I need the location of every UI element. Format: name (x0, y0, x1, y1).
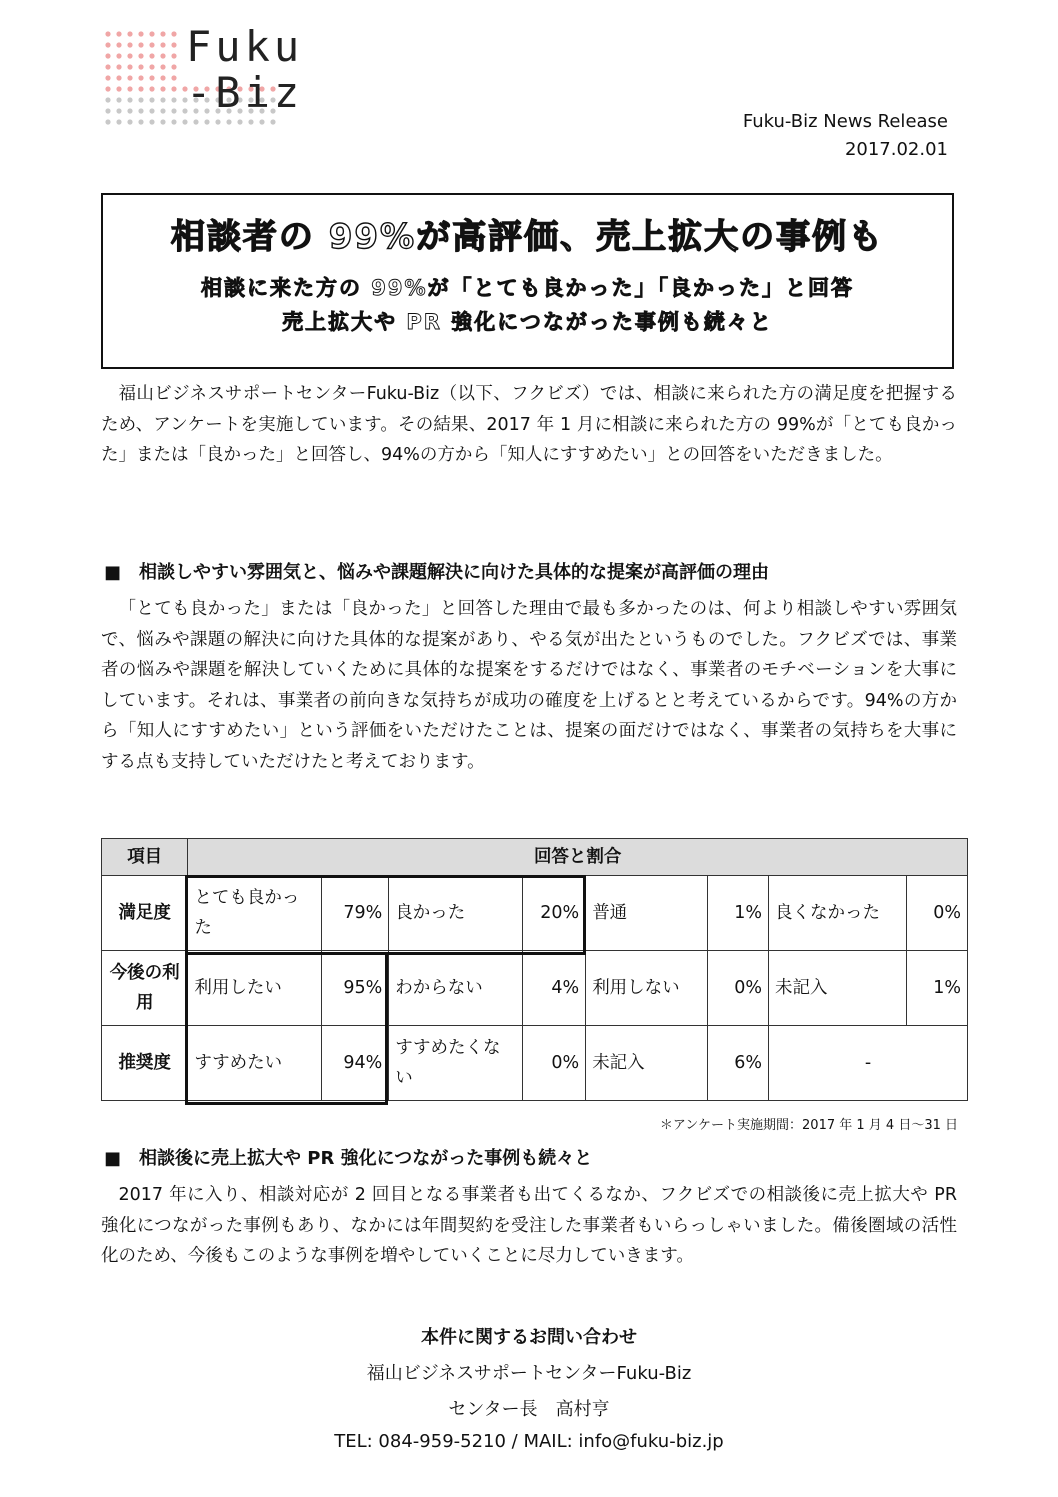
logo-dot (105, 75, 110, 80)
cell-label: 未記入 (769, 951, 907, 1026)
logo-dot (127, 97, 132, 102)
logo-dot (105, 31, 110, 36)
logo-dot (160, 86, 165, 91)
cell-label: とても良かった (188, 876, 322, 951)
logo-dot (226, 119, 231, 124)
logo-dot (116, 75, 121, 80)
logo-dot (138, 75, 143, 80)
logo-dot (138, 119, 143, 124)
cell-label: 利用したい (188, 951, 322, 1026)
contact-heading: 本件に関するお問い合わせ (421, 1327, 637, 1348)
cell-label: 利用しない (586, 951, 708, 1026)
logo-dot (215, 119, 220, 124)
contact-person: センター長 高村亨 (448, 1399, 610, 1420)
logo-dot (149, 97, 154, 102)
logo-dot (105, 108, 110, 113)
logo-dot (160, 42, 165, 47)
cell-value: 79% (322, 876, 389, 951)
logo-dot (138, 42, 143, 47)
logo-dot (116, 86, 121, 91)
logo-line2: -Biz (186, 68, 304, 117)
section2-body: 2017 年に入り、相談対応が 2 回目となる事業者も出てくるなか、フクビズでの相談後に売上拡大や PR 強化につながった事例もあり、なかには年間契約を受注した事業者もいらっしゃいました。備後圏域の活性化のため、今後もこのような事例を増やしていくことに尽力していきます。 (101, 1185, 957, 1266)
logo-dot (105, 64, 110, 69)
logo-dot (149, 42, 154, 47)
cell-label: すすめたくない (389, 1026, 523, 1101)
contact-tel: TEL: 084-959-5210 / MAIL: info@fuku-biz.jp (334, 1431, 724, 1452)
main-title: 相談者の 99%が高評価、売上拡大の事例も (170, 217, 885, 257)
logo-dot (193, 119, 198, 124)
logo-dot (160, 53, 165, 58)
logo-dot (116, 42, 121, 47)
title-box (101, 193, 954, 369)
logo-dot (116, 64, 121, 69)
logo-dot (149, 31, 154, 36)
cell-label: すすめたい (188, 1026, 322, 1101)
cell-label: 普通 (586, 876, 708, 951)
logo-dot (237, 119, 242, 124)
section1-body: 「とても良かった」または「良かった」と回答した理由で最も多かったのは、何より相談しやすい雰囲気で、悩みや課題の解決に向けた具体的な提案があり、やる気が出たというものでした。フクビズでは、事業者の悩みや課題を解決していくために具体的な提案をするだけではなく、事業者のモチベーションを大事にしています。それは、事業者の前向きな気持ちが成功の確度を上げるとと考えているからです。94%の方から「知人にすすめたい」という評価をいただけたことは、提案の面だけではなく、事業者の気持ちを大事にする点も支持していただけたと考えております。 (101, 599, 957, 772)
logo-dot (127, 86, 132, 91)
logo-dot (160, 75, 165, 80)
cell-value: 0% (707, 951, 768, 1026)
table-header-row (102, 839, 968, 876)
logo-line1: Fuku (186, 22, 304, 71)
logo-dot (149, 64, 154, 69)
logo-dot (160, 97, 165, 102)
logo-dot (171, 108, 176, 113)
logo-dot (160, 119, 165, 124)
row-item: 満足度 (102, 876, 188, 951)
logo-dot (127, 42, 132, 47)
highlight-satisfied (185, 875, 586, 955)
logo-dot (116, 31, 121, 36)
cell-value: 0% (906, 876, 967, 951)
cell-label: 未記入 (586, 1026, 708, 1101)
logo-dot (138, 97, 143, 102)
logo-dot (116, 108, 121, 113)
logo-dot (138, 31, 143, 36)
logo-dot (116, 53, 121, 58)
cell-label: わからない (389, 951, 523, 1026)
logo-dot (171, 97, 176, 102)
logo-dot (248, 119, 253, 124)
row-item: 今後の利用 (102, 951, 188, 1026)
release-date: 2017.02.01 (844, 139, 948, 160)
logo-dot (127, 53, 132, 58)
logo-dot (171, 31, 176, 36)
logo-dot (160, 64, 165, 69)
logo-dot (138, 53, 143, 58)
logo-dot (127, 64, 132, 69)
logo-dot (127, 75, 132, 80)
logo-dot (160, 31, 165, 36)
cell-value: 6% (707, 1026, 768, 1101)
row-item: 推奨度 (102, 1026, 188, 1101)
logo-dot (149, 75, 154, 80)
logo-dot (138, 64, 143, 69)
header-answer: 回答と割合 (188, 839, 968, 876)
cell-value: 0% (522, 1026, 585, 1101)
cell-value: 94% (322, 1026, 389, 1101)
logo-dot (149, 108, 154, 113)
logo-dot (171, 75, 176, 80)
logo-dot (171, 53, 176, 58)
header-item: 項目 (102, 839, 188, 876)
cell-value: 95% (322, 951, 389, 1026)
logo-dot (105, 53, 110, 58)
survey-note: ＊アンケート実施期間：2017 年 1 月 4 日〜31 日 (659, 1118, 958, 1133)
cell-label: 良くなかった (769, 876, 907, 951)
logo-dot (105, 42, 110, 47)
logo-dot (127, 31, 132, 36)
logo-dot (105, 97, 110, 102)
cell-value: 20% (522, 876, 585, 951)
subtitle-1: 相談に来た方の 99%が「とても良かった」「良かった」と回答 (200, 276, 855, 300)
logo-dot (127, 108, 132, 113)
logo-dot (270, 119, 275, 124)
logo-dot (138, 108, 143, 113)
subtitle-2: 売上拡大や PR 強化につながった事例も続々と (282, 310, 773, 334)
intro-paragraph: 福山ビジネスサポートセンターFuku-Biz（以下、フクビズ）では、相談に来られた方の満足度を把握するため、アンケートを実施しています。その結果、2017 年 1 月に相談に来られた方の 99%が「とても良かった」または「良かった」と回答し、94%の方から「知人にすすめたい」との回答をいただきました。 (101, 384, 957, 465)
section1-heading: ■ 相談しやすい雰囲気と、悩みや課題解決に向けた具体的な提案が高評価の理由 (104, 562, 770, 583)
section2-heading: ■ 相談後に売上拡大や PR 強化につながった事例も続々と (104, 1148, 593, 1169)
cell-value: 1% (707, 876, 768, 951)
logo-dot (127, 119, 132, 124)
release-label: Fuku-Biz News Release (742, 111, 948, 132)
cell-value: 1% (906, 951, 967, 1026)
logo-dot (171, 119, 176, 124)
logo-dot (259, 119, 264, 124)
logo-dot (171, 42, 176, 47)
cell-label: 良かった (389, 876, 523, 951)
logo-dot (160, 108, 165, 113)
logo-dot (149, 119, 154, 124)
logo-dot (182, 119, 187, 124)
logo-dot (105, 86, 110, 91)
logo-dot (116, 119, 121, 124)
logo-dot (105, 119, 110, 124)
logo-dot (149, 53, 154, 58)
cell-value: 4% (522, 951, 585, 1026)
logo-dot (171, 64, 176, 69)
logo-dot (149, 86, 154, 91)
logo-dot (171, 86, 176, 91)
contact-org: 福山ビジネスサポートセンターFuku-Biz (366, 1363, 692, 1384)
logo-dot (116, 97, 121, 102)
logo-dot (204, 119, 209, 124)
cell-empty: - (769, 1026, 968, 1101)
logo-dot (138, 86, 143, 91)
release-info (743, 108, 948, 164)
logo (186, 24, 303, 116)
highlight-positive (185, 952, 388, 1105)
